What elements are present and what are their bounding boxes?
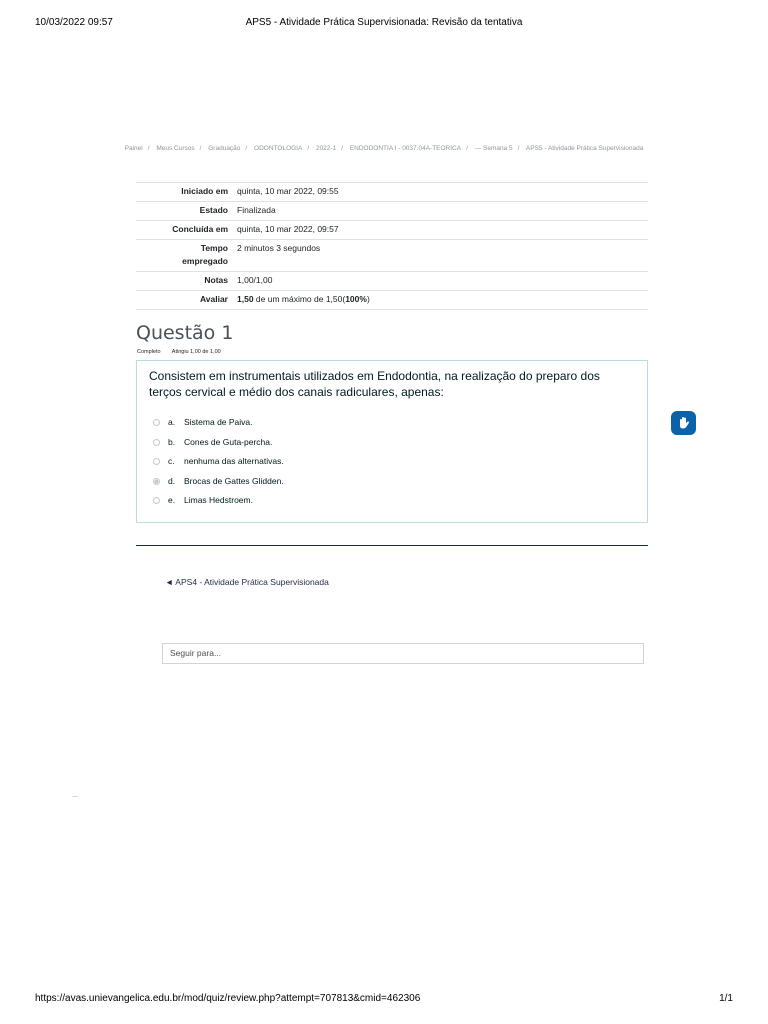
question-text: Consistem em instrumentais utilizados em Endodontia, na realização do preparo dos terços cervical e médio dos canais radiculares, apenas:	[149, 369, 600, 399]
breadcrumb-item-activity[interactable]: APS5 - Atividade Prática Supervisionada	[525, 145, 644, 152]
print-datetime: 10/03/2022 09:57	[35, 17, 113, 28]
summary-label-line-1: Tempo	[200, 243, 228, 253]
answer-letter: e.	[168, 495, 176, 505]
summary-label: Notas	[136, 272, 233, 291]
summary-row-state	[136, 202, 648, 221]
grade-percent: 100%	[345, 294, 367, 304]
question-meta	[137, 349, 231, 355]
radio-icon[interactable]	[153, 439, 160, 446]
summary-value: quinta, 10 mar 2022, 09:55	[233, 183, 648, 202]
summary-row-marks	[136, 272, 648, 291]
answer-text: Cones de Guta-percha.	[184, 436, 273, 447]
answer-text: nenhuma das alternativas.	[184, 456, 284, 466]
question-content-box	[136, 360, 648, 523]
breadcrumb-item-week[interactable]: --- Semana 5	[474, 145, 513, 152]
summary-value: quinta, 10 mar 2022, 09:57	[233, 221, 648, 240]
previous-activity-link[interactable]: ◄ APS4 - Atividade Prática Supervisionada	[165, 577, 329, 587]
summary-value: Finalizada	[233, 202, 648, 221]
breadcrumb-item-graduacao[interactable]: Graduação	[208, 145, 241, 152]
answer-letter: b.	[168, 436, 176, 447]
summary-row-started	[136, 183, 648, 202]
radio-icon[interactable]	[153, 458, 160, 465]
breadcrumb-item-painel[interactable]: Painel	[124, 145, 143, 152]
accessibility-button[interactable]	[671, 411, 696, 435]
summary-value: 1,00/1,00	[233, 272, 648, 291]
ellipsis-text: ...	[72, 792, 78, 799]
summary-label: Estado	[136, 202, 233, 221]
breadcrumb-item-semester[interactable]: 2022-1	[315, 145, 337, 152]
grade-score: 1,50	[237, 294, 254, 304]
summary-label: Avaliar	[136, 291, 233, 310]
answer-text: Brocas de Gattes Glidden.	[184, 475, 284, 486]
print-page-title: APS5 - Atividade Prática Supervisionada: Revisão da tentativa	[245, 17, 523, 28]
breadcrumb-item-meus-cursos[interactable]: Meus Cursos	[156, 145, 195, 152]
answer-text: Limas Hedstroem.	[184, 495, 253, 505]
question-mark: Atingiu 1,00 de 1,00	[171, 349, 221, 355]
print-url: https://avas.unievangelica.edu.br/mod/quiz/review.php?attempt=707813&cmid=462306	[35, 993, 421, 1004]
grade-close-paren: )	[366, 294, 370, 304]
summary-row-grade	[136, 291, 648, 310]
summary-label: Iniciado em	[136, 183, 233, 202]
summary-row-time-taken	[136, 240, 648, 272]
summary-label-line-2: empregado	[182, 256, 228, 266]
answer-letter: d.	[168, 475, 176, 486]
summary-value: 2 minutos 3 segundos	[233, 240, 648, 272]
sign-language-hand-icon	[676, 415, 692, 431]
answer-text: Sistema de Paiva.	[184, 417, 253, 427]
answer-letter: a.	[168, 417, 176, 427]
breadcrumb-item-course[interactable]: ENDODONTIA I - 0037.04A-TEORICA	[349, 145, 462, 152]
breadcrumb: Painel / Meus Cursos / Graduação / ODONTOLOGIA / 2022-1 / ENDODONTIA I - 0037.04A-TEORICA / --- Semana 5 / APS5 - Atividade Prática Supervisionada	[124, 145, 644, 152]
radio-icon[interactable]	[153, 497, 160, 504]
grade-middle-text: de um máximo de 1,50(	[253, 294, 346, 304]
summary-label	[136, 240, 233, 272]
attempt-summary-table	[136, 182, 648, 310]
print-page-number: 1/1	[719, 993, 733, 1004]
summary-value	[233, 291, 648, 310]
jump-to-select[interactable]: Seguir para...	[162, 643, 644, 664]
radio-icon[interactable]	[153, 419, 160, 426]
radio-checked-icon[interactable]	[153, 478, 160, 485]
answer-letter: c.	[168, 456, 175, 466]
section-divider	[136, 545, 648, 546]
summary-row-completed	[136, 221, 648, 240]
question-title: Questão 1	[136, 322, 234, 344]
summary-label: Concluída em	[136, 221, 233, 240]
breadcrumb-item-odontologia[interactable]: ODONTOLOGIA	[254, 145, 303, 152]
question-status: Completo	[137, 349, 161, 355]
